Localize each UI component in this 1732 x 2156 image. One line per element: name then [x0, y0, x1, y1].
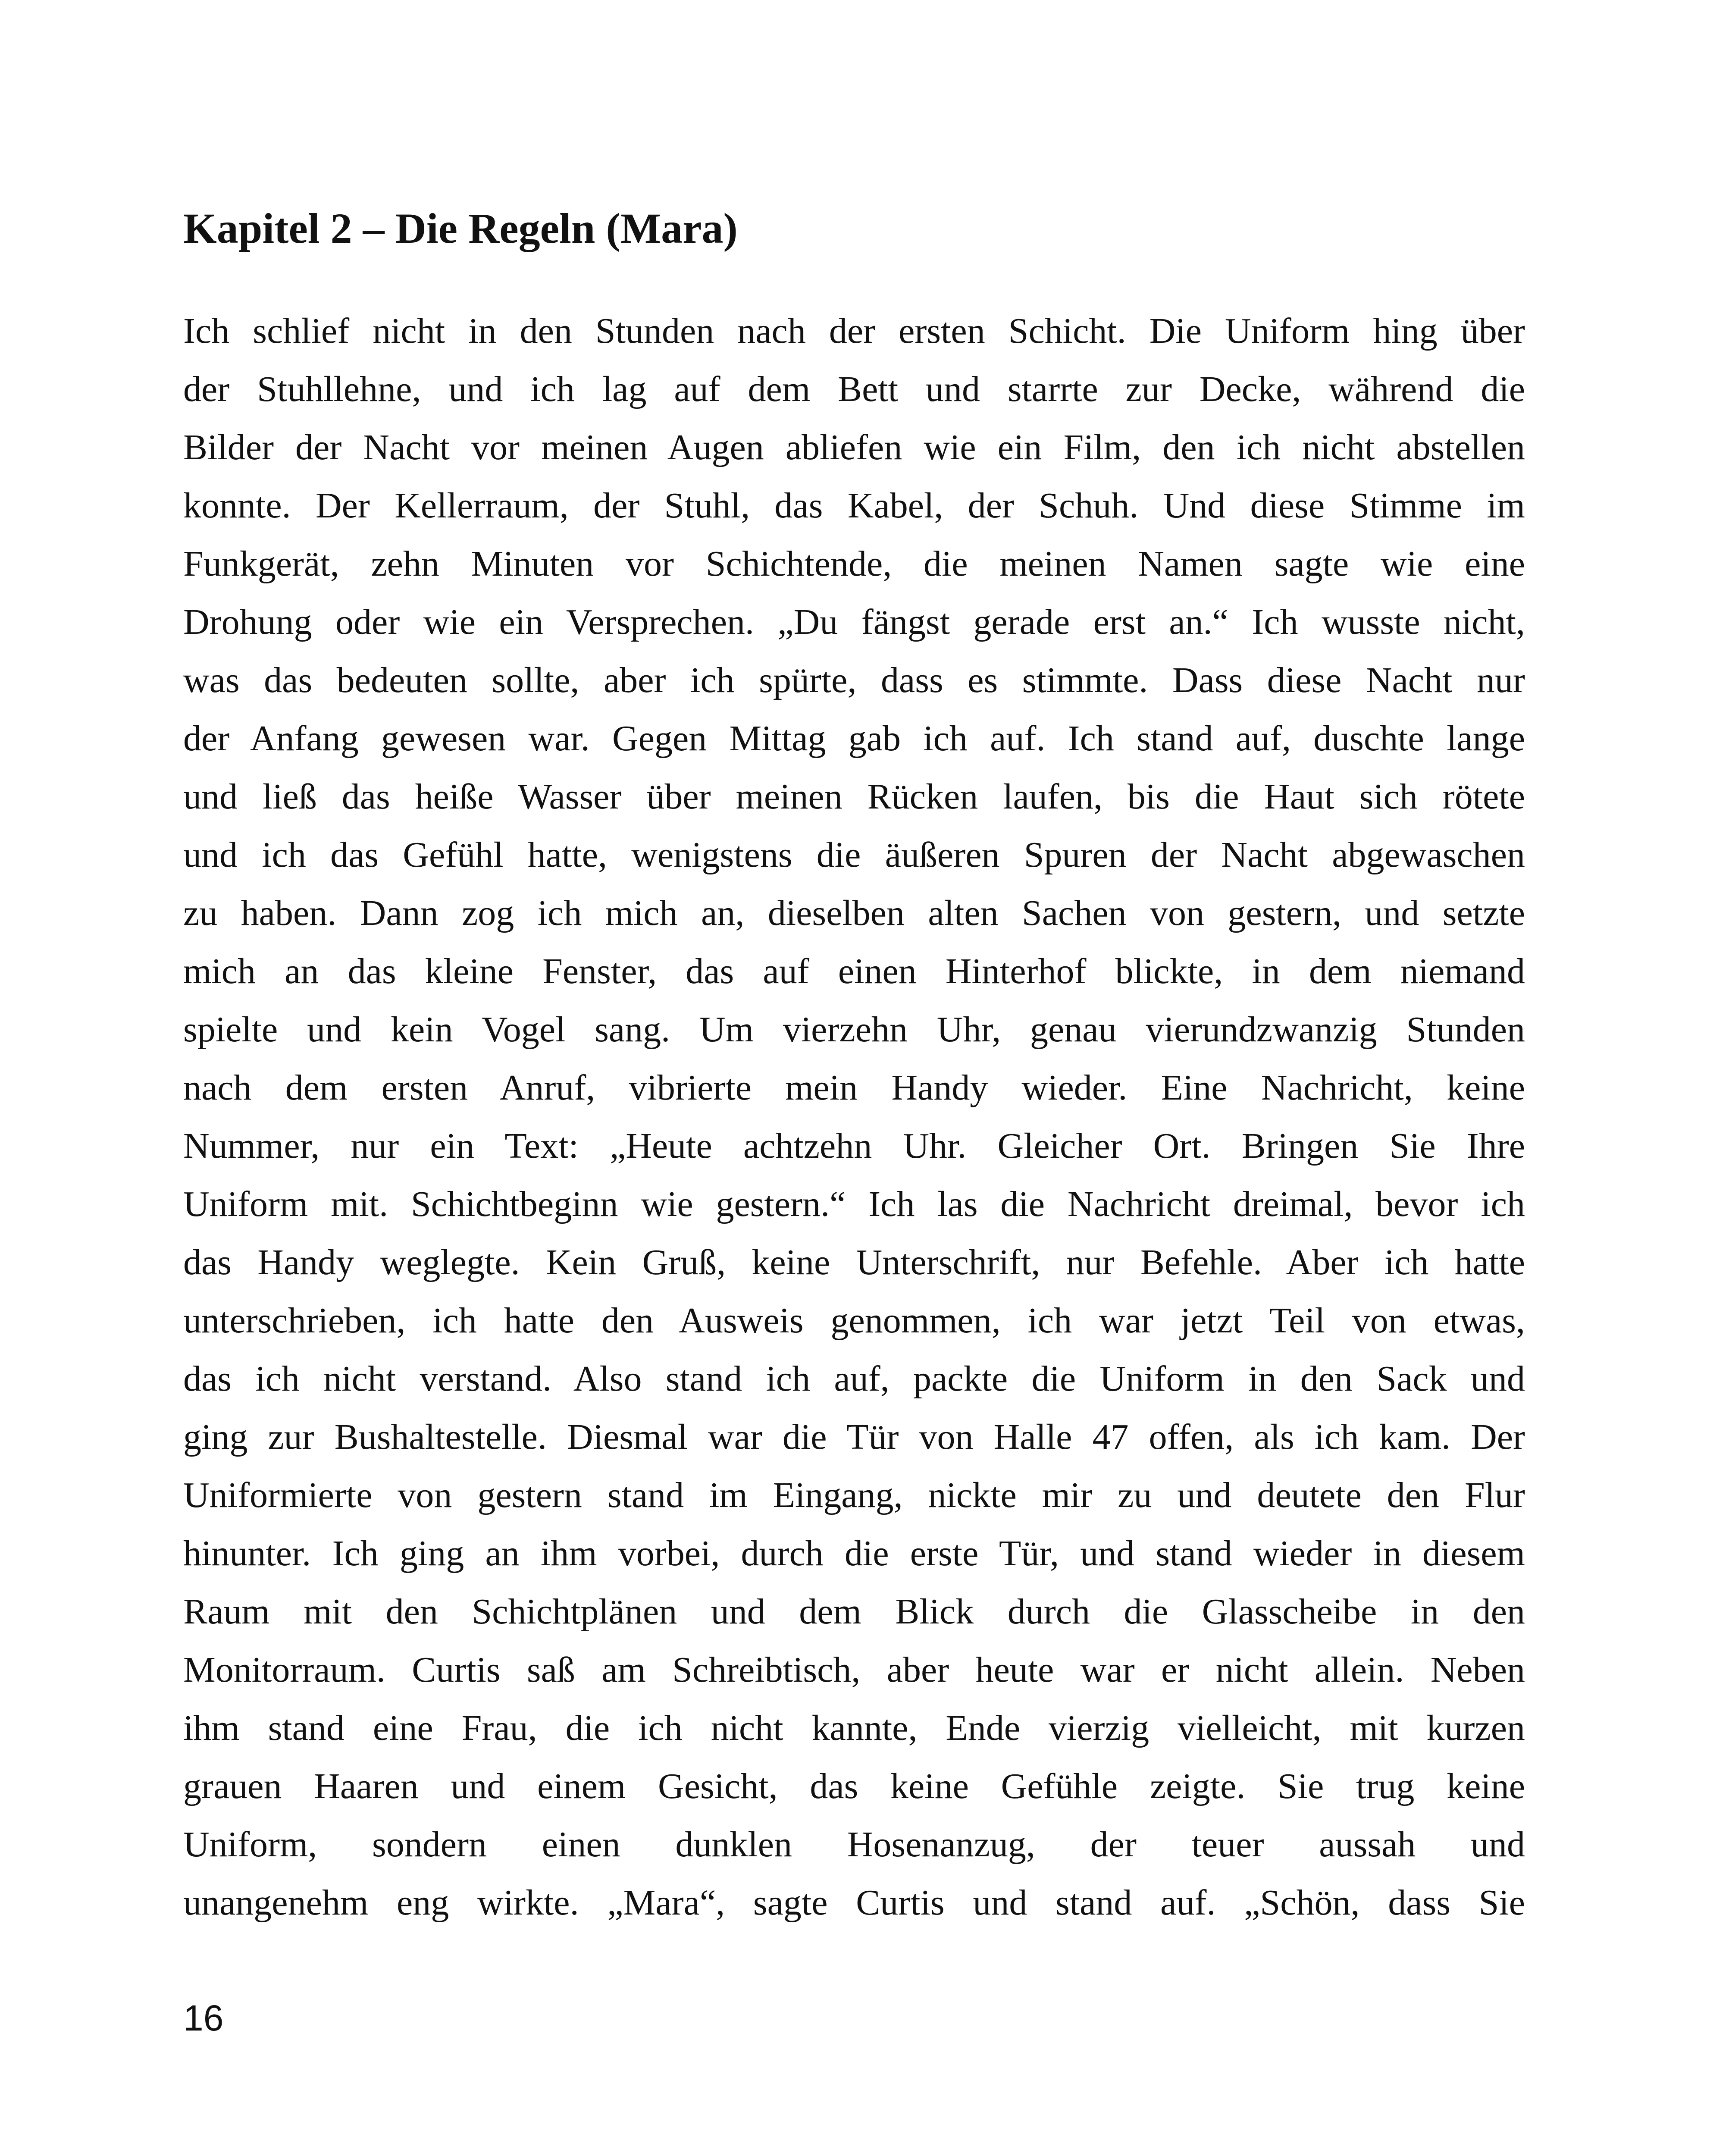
text-line: Nummer, nur ein Text: „Heute achtzehn Uhr. Gleicher Ort. Bringen Sie Ihre — [183, 1126, 1525, 1166]
text-line: Monitorraum. Curtis saß am Schreibtisch, aber heute war er nicht allein. Neben — [183, 1650, 1525, 1690]
text-line: konnte. Der Kellerraum, der Stuhl, das Kabel, der Schuh. Und diese Stimme im — [183, 486, 1525, 526]
text-line: Drohung oder wie ein Versprechen. „Du fängst gerade erst an.“ Ich wusste nicht, — [183, 602, 1525, 642]
text-line: nach dem ersten Anruf, vibrierte mein Handy wieder. Eine Nachricht, keine — [183, 1068, 1525, 1108]
chapter-title: Kapitel 2 – Die Regeln (Mara) — [183, 204, 738, 252]
text-line: hinunter. Ich ging an ihm vorbei, durch die erste Tür, und stand wieder in diesem — [183, 1533, 1525, 1573]
text-line: spielte und kein Vogel sang. Um vierzehn Uhr, genau vierundzwanzig Stunden — [183, 1009, 1525, 1050]
text-line: was das bedeuten sollte, aber ich spürte, dass es stimmte. Dass diese Nacht nur — [183, 660, 1525, 700]
body-paragraph — [183, 302, 1525, 1932]
text-line: Uniformierte von gestern stand im Eingang, nickte mir zu und deutete den Flur — [183, 1475, 1525, 1515]
text-line: Raum mit den Schichtplänen und dem Blick durch die Glasscheibe in den — [183, 1592, 1525, 1632]
text-line: das Handy weglegte. Kein Gruß, keine Unterschrift, nur Befehle. Aber ich hatte — [183, 1242, 1525, 1282]
text-line: der Stuhllehne, und ich lag auf dem Bett und starrte zur Decke, während die — [183, 369, 1525, 409]
text-line: zu haben. Dann zog ich mich an, dieselben alten Sachen von gestern, und setzte — [183, 893, 1525, 933]
text-line: Ich schlief nicht in den Stunden nach der ersten Schicht. Die Uniform hing über — [183, 311, 1525, 351]
text-line: ging zur Bushaltestelle. Diesmal war die Tür von Halle 47 offen, als ich kam. Der — [183, 1417, 1525, 1457]
page-number: 16 — [183, 1998, 224, 2038]
text-line: unangenehm eng wirkte. „Mara“, sagte Curtis und stand auf. „Schön, dass Sie — [183, 1883, 1525, 1923]
text-line: unterschrieben, ich hatte den Ausweis genommen, ich war jetzt Teil von etwas, — [183, 1300, 1525, 1341]
text-line: das ich nicht verstand. Also stand ich auf, packte die Uniform in den Sack und — [183, 1359, 1525, 1399]
text-line: mich an das kleine Fenster, das auf einen Hinterhof blickte, in dem niemand — [183, 951, 1525, 991]
text-line: und ließ das heiße Wasser über meinen Rücken laufen, bis die Haut sich rötete — [183, 777, 1525, 817]
text-line: Funkgerät, zehn Minuten vor Schichtende, die meinen Namen sagte wie eine — [183, 544, 1525, 584]
text-line: grauen Haaren und einem Gesicht, das keine Gefühle zeigte. Sie trug keine — [183, 1766, 1525, 1806]
text-line: Uniform mit. Schichtbeginn wie gestern.“ Ich las die Nachricht dreimal, bevor ich — [183, 1184, 1525, 1224]
text-line: der Anfang gewesen war. Gegen Mittag gab ich auf. Ich stand auf, duschte lange — [183, 718, 1525, 758]
text-line: Bilder der Nacht vor meinen Augen abliefen wie ein Film, den ich nicht abstellen — [183, 427, 1525, 467]
text-line: Uniform, sondern einen dunklen Hosenanzug, der teuer aussah und — [183, 1824, 1525, 1865]
text-line: und ich das Gefühl hatte, wenigstens die äußeren Spuren der Nacht abgewaschen — [183, 835, 1525, 875]
text-line: ihm stand eine Frau, die ich nicht kannte, Ende vierzig vielleicht, mit kurzen — [183, 1708, 1525, 1748]
